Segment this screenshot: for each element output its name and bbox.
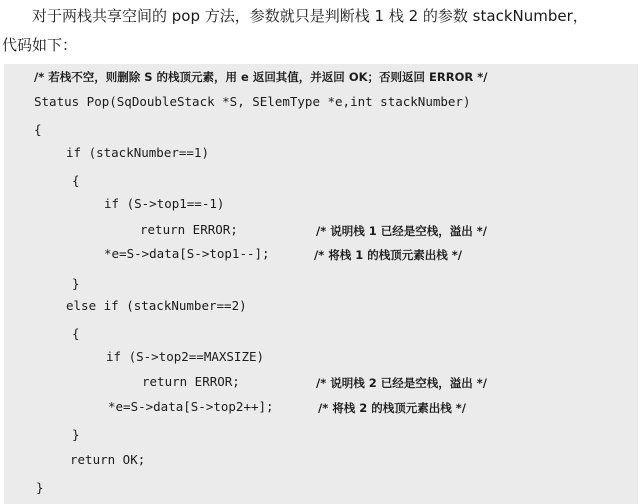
function-close-brace: }	[36, 480, 44, 495]
stack2-empty-comment: /* 说明栈 2 已经是空栈，溢出 */	[316, 376, 487, 390]
stack1-empty-comment: /* 说明栈 1 已经是空栈，溢出 */	[316, 224, 487, 238]
if-stack1-condition: if (stackNumber==1)	[66, 145, 209, 160]
function-open-brace: {	[34, 122, 42, 137]
stack1-pop-assign: *e=S->data[S->top1--];	[104, 246, 270, 261]
if-stack1-close-brace: }	[72, 276, 80, 291]
stack1-pop-comment: /* 将栈 1 的栈顶元素出栈 */	[314, 248, 462, 262]
stack2-pop-comment: /* 将栈 2 的栈顶元素出栈 */	[318, 401, 466, 415]
header-comment: /* 若栈不空，则删除 S 的栈顶元素，用 e 返回其值，并返回 OK；否则返回 ERROR */	[34, 70, 488, 84]
stack1-return-error: return ERROR;	[140, 222, 238, 237]
else-if-close-brace: }	[72, 427, 80, 442]
stack2-return-error: return ERROR;	[142, 374, 240, 389]
stack2-pop-assign: *e=S->data[S->top2++];	[108, 399, 274, 414]
code-block	[4, 64, 638, 504]
function-signature: Status Pop(SqDoubleStack *S, SElemType *e,int stackNumber)	[34, 94, 471, 109]
else-if-stack2-condition: else if (stackNumber==2)	[66, 298, 247, 313]
if-stack1-open-brace: {	[72, 173, 80, 188]
intro-line-1: 对于两栈共享空间的 pop 方法，参数就只是判断栈 1 栈 2 的参数 stackNumber，	[32, 7, 588, 25]
intro-line-2: 代码如下：	[2, 36, 78, 54]
intro-paragraph	[0, 0, 641, 60]
top1-empty-check: if (S->top1==-1)	[104, 196, 225, 211]
top2-empty-check: if (S->top2==MAXSIZE)	[106, 349, 265, 364]
else-if-open-brace: {	[72, 326, 80, 341]
return-ok: return OK;	[70, 452, 146, 467]
